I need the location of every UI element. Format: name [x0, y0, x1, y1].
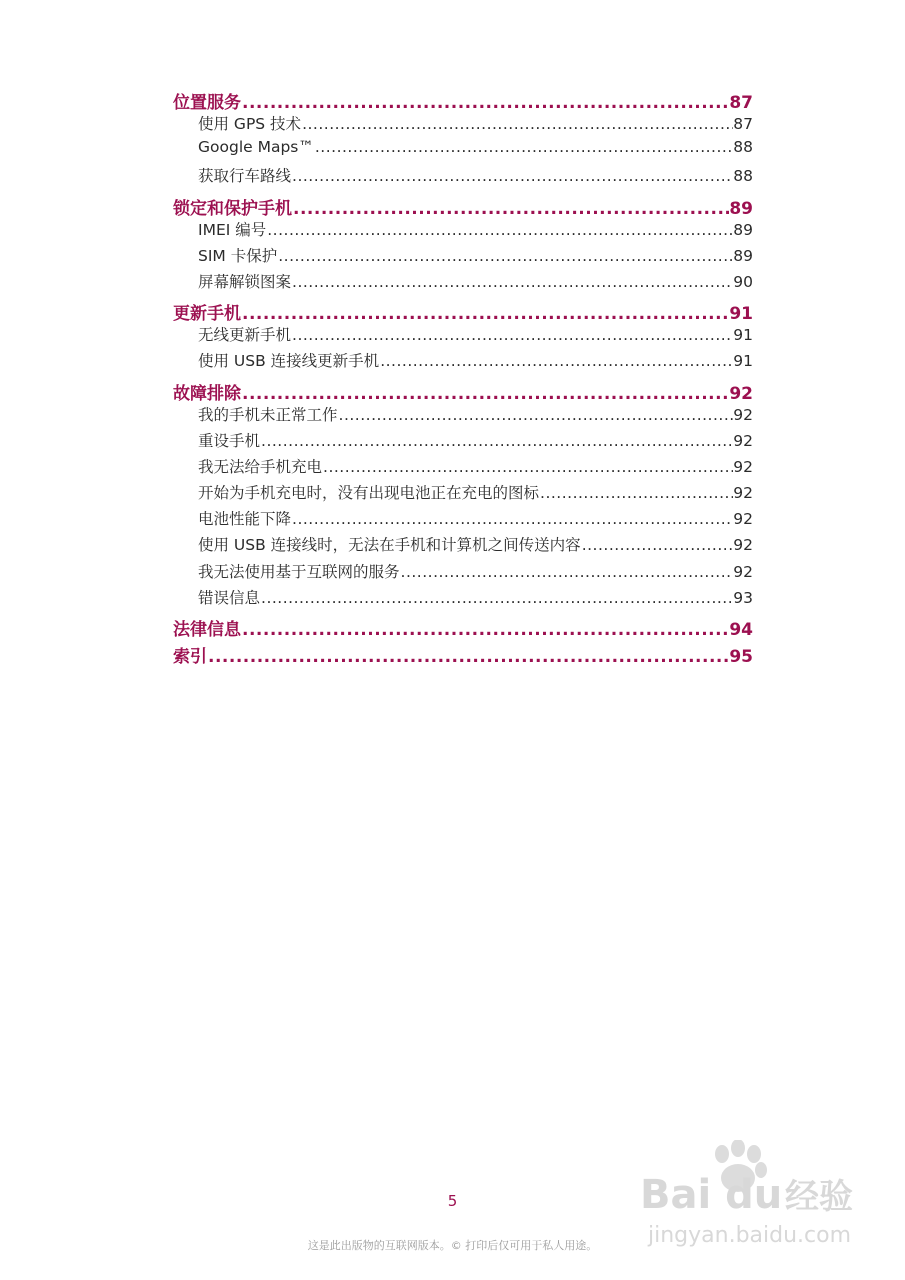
toc-page-number: 91: [729, 304, 753, 325]
toc-title: 获取行车路线: [198, 167, 292, 186]
toc-title: 更新手机: [173, 304, 241, 325]
toc-title: 我的手机未正常工作: [198, 405, 338, 424]
toc-page-number: 92: [733, 484, 753, 503]
toc-page-number: 92: [729, 383, 753, 404]
toc-entry[interactable]: [173, 403, 753, 429]
toc-title: 位置服务: [173, 93, 241, 113]
toc-page-number: 89: [733, 220, 753, 239]
toc-title: 锁定和保护手机: [173, 198, 292, 219]
toc-page-number: 92: [733, 536, 753, 555]
toc-page-number: 92: [733, 510, 753, 529]
toc-entry[interactable]: [173, 164, 753, 190]
watermark-brand-text: Bai du: [640, 1172, 783, 1218]
toc-entry[interactable]: [173, 138, 753, 164]
toc-page-number: 89: [733, 246, 753, 265]
toc-entry[interactable]: [173, 481, 753, 507]
toc-title: 屏幕解锁图案: [198, 272, 292, 291]
toc-title: 我无法给手机充电: [198, 457, 323, 476]
toc-title: 使用 USB 连接线时，无法在手机和计算机之间传送内容: [198, 536, 581, 555]
toc-page-number: 87: [733, 115, 753, 133]
toc-page-number: 91: [733, 352, 753, 371]
toc-page-number: 91: [733, 326, 753, 345]
toc-entry[interactable]: [173, 323, 753, 349]
toc-page-number: 92: [733, 431, 753, 450]
toc-page-number: 92: [733, 562, 753, 581]
toc-page-number: 87: [729, 93, 753, 113]
toc-title: 索引: [173, 647, 207, 667]
toc-page-number: 90: [733, 272, 753, 291]
toc-title: SIM 卡保护: [198, 246, 278, 265]
toc-page-number: 94: [729, 620, 753, 640]
toc-title: IMEI 编号: [198, 220, 267, 239]
toc-entry[interactable]: [173, 349, 753, 375]
dot-leader: [400, 563, 734, 581]
baidu-jingyan-watermark: [640, 1140, 870, 1270]
toc-page-number: 88: [733, 167, 753, 186]
dot-leader: [291, 167, 733, 185]
dot-leader: [379, 352, 733, 370]
toc-page-number: 92: [733, 405, 753, 424]
toc-page-number: 92: [733, 457, 753, 476]
dot-leader: [539, 484, 733, 502]
toc-title: 使用 USB 连接线更新手机: [198, 352, 380, 371]
dot-leader: [207, 647, 729, 667]
toc-title: 重设手机: [198, 431, 261, 450]
dot-leader: [291, 273, 733, 291]
toc-title: 开始为手机充电时，没有出现电池正在充电的图标: [198, 484, 540, 503]
toc-entry[interactable]: [173, 244, 753, 270]
toc-page-number: 88: [733, 138, 753, 157]
dot-leader: [322, 458, 733, 476]
toc-entry[interactable]: [173, 533, 753, 559]
toc-entry[interactable]: [173, 218, 753, 244]
dot-leader: [260, 432, 733, 450]
toc-section[interactable]: [173, 191, 753, 218]
toc-title: 故障排除: [173, 383, 241, 404]
toc-section[interactable]: [173, 376, 753, 403]
toc-page-number: 93: [733, 588, 753, 607]
toc-title: 我无法使用基于互联网的服务: [198, 562, 400, 581]
dot-leader: [241, 384, 729, 404]
toc-section[interactable]: [173, 296, 753, 323]
dot-leader: [291, 510, 733, 528]
dot-leader: [301, 115, 733, 133]
dot-leader: [241, 620, 729, 640]
toc-entry[interactable]: [173, 270, 753, 296]
dot-leader: [581, 536, 734, 554]
dot-leader: [292, 199, 729, 219]
watermark-brand-cn: 经验: [785, 1177, 853, 1217]
dot-leader: [241, 93, 729, 113]
toc-entry[interactable]: [173, 507, 753, 533]
dot-leader: [241, 304, 729, 324]
dot-leader: [277, 247, 733, 265]
toc-page-number: 95: [729, 647, 753, 667]
toc-title: 法律信息: [173, 620, 241, 640]
toc-section[interactable]: [173, 85, 753, 112]
toc-entry[interactable]: [173, 586, 753, 612]
toc-entry[interactable]: [173, 455, 753, 481]
table-of-contents: [173, 85, 753, 666]
toc-entry[interactable]: [173, 560, 753, 586]
dot-leader: [314, 138, 733, 156]
toc-title: 电池性能下降: [198, 510, 292, 529]
toc-page-number: 89: [729, 198, 753, 219]
toc-title: 使用 GPS 技术: [198, 115, 302, 133]
toc-title: 无线更新手机: [198, 326, 292, 345]
dot-leader: [266, 221, 733, 239]
footer-note: 这是此出版物的互联网版本。© 打印后仅可用于私人用途。: [307, 1239, 598, 1252]
toc-title: Google Maps™: [198, 138, 314, 157]
watermark-url: jingyan.baidu.com: [648, 1223, 852, 1248]
dot-leader: [291, 326, 733, 344]
toc-section[interactable]: [173, 612, 753, 639]
dot-leader: [338, 406, 734, 424]
toc-title: 错误信息: [198, 588, 261, 607]
toc-entry[interactable]: [173, 429, 753, 455]
toc-entry[interactable]: [173, 112, 753, 138]
page-number: 5: [447, 1192, 458, 1210]
dot-leader: [260, 589, 733, 607]
toc-section[interactable]: [173, 639, 753, 666]
